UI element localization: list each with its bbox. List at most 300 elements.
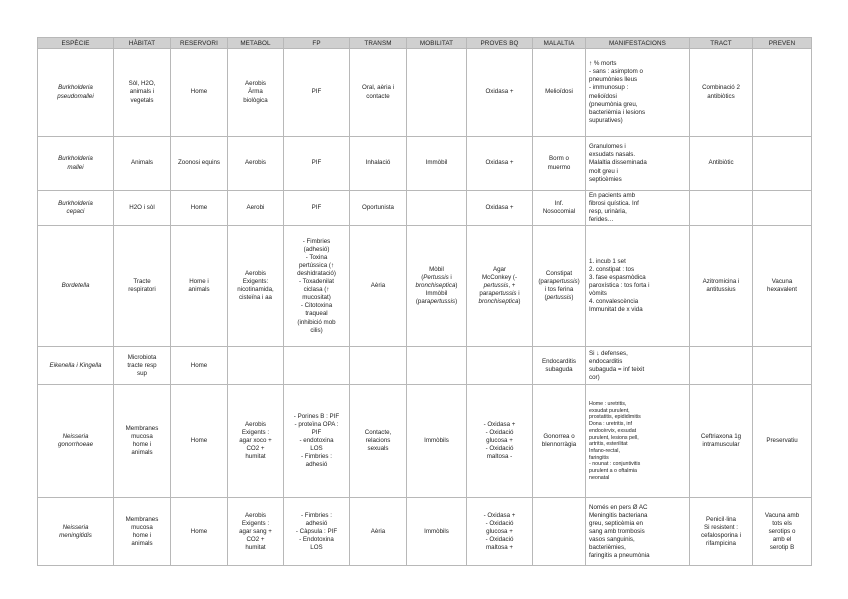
cell-metabol — [228, 49, 284, 137]
cell-line: deshidratació) — [297, 270, 336, 278]
cell-line: PIF — [311, 159, 322, 167]
cell-preven — [753, 385, 812, 498]
cell-line: neonatal — [589, 474, 610, 481]
cell-line: adhesió — [305, 519, 328, 527]
cell-line: intramuscular — [702, 441, 740, 449]
cell-line: pertussis, + — [483, 282, 516, 290]
cell-line: - nounat : conjuntivitis — [589, 461, 641, 468]
cell-line: Membranes — [125, 515, 159, 523]
cell-line: Oral, aèria i — [362, 84, 394, 92]
cell-line: Gonorrea o — [543, 433, 575, 441]
cell-reservori — [171, 226, 228, 347]
cell-line: Tracte — [133, 278, 151, 286]
table-row — [38, 347, 812, 385]
cell-line: humitat — [245, 453, 266, 461]
cell-line: animals — [188, 286, 210, 294]
cell-transm — [350, 49, 407, 137]
cell-tract — [690, 385, 753, 498]
cell-line: Home — [190, 204, 208, 212]
cell-transm — [350, 347, 407, 385]
cell-line: Membranes — [125, 425, 159, 433]
cell-line: Azitromicina i — [702, 278, 740, 286]
cell-line: LOS — [310, 445, 323, 453]
table-row — [38, 137, 812, 191]
cell-line: traqueal — [305, 310, 328, 318]
cell-line: 2. constipat : tos — [589, 266, 635, 274]
cell-line: Només en pers Ø AC — [589, 503, 648, 511]
cell-line: amb el — [772, 535, 792, 543]
cell-mobilitat — [407, 191, 467, 226]
col-header-tract: TRACT — [690, 38, 753, 49]
cell-line: ciclasa (↑ — [303, 286, 330, 294]
cell-line: 1. incub 1 set — [589, 258, 626, 266]
cell-line: Home — [190, 361, 208, 369]
cell-line: Inhalació — [365, 159, 391, 167]
cell-fp — [284, 498, 350, 566]
cell-line: Àrma — [248, 88, 263, 96]
cell-line: subaguda — [545, 365, 573, 373]
cell-line: Microbiota — [127, 353, 157, 361]
cell-proves — [467, 49, 533, 137]
cell-metabol — [228, 226, 284, 347]
cell-line: McConkey (- — [481, 274, 518, 282]
cell-line: cepaci — [66, 208, 85, 216]
cell-line: - Oxidació — [485, 519, 514, 527]
cell-line: ↑ % morts — [589, 60, 617, 68]
cell-line: faringitis — [589, 454, 609, 461]
cell-line: Endocarditis — [541, 357, 577, 365]
cell-reservori — [171, 498, 228, 566]
cell-metabol — [228, 498, 284, 566]
cell-line: PIF — [311, 88, 322, 96]
cell-line: adhesió — [305, 461, 328, 469]
cell-line: Agar — [492, 266, 507, 274]
cell-line: Aerobis — [245, 159, 266, 167]
cell-line: Neisseria — [62, 523, 89, 531]
cell-line: En pacients amb — [589, 192, 636, 199]
cell-line: (parapertussis) — [538, 278, 580, 286]
cell-line: Aèria — [370, 527, 386, 535]
cell-line: mucosa — [131, 523, 153, 531]
cell-line: subaguda = inf teixit — [589, 365, 645, 373]
cell-habitat — [114, 347, 171, 385]
cell-line: - sans : asimptom o — [589, 68, 643, 76]
cell-line: Dona : uretritis, inf — [589, 421, 632, 428]
cell-line: (inhibició mob — [297, 318, 336, 326]
cell-species — [38, 226, 114, 347]
cell-line: glucosa + — [486, 527, 513, 535]
cell-reservori — [171, 385, 228, 498]
cell-line: cefalosporina i — [701, 531, 741, 539]
cell-habitat — [114, 49, 171, 137]
cell-line: serotip B — [769, 543, 795, 551]
cell-line: endocarditis — [589, 357, 623, 365]
cell-tract — [690, 137, 753, 191]
cell-line: paroxística : tos forta i — [589, 282, 650, 290]
cell-proves — [467, 385, 533, 498]
table-row — [38, 385, 812, 498]
cell-line: Borm o — [549, 155, 569, 163]
cell-species — [38, 49, 114, 137]
cell-line: respiratori — [128, 286, 156, 294]
cell-metabol — [228, 347, 284, 385]
col-header-proves: PROVES BQ — [467, 38, 533, 49]
cell-line: - endotoxina — [299, 437, 334, 445]
cell-line: Si ↓ defenses, — [589, 349, 628, 357]
cell-line: sexuals — [367, 445, 389, 453]
cell-line: Immòbils — [424, 527, 449, 535]
cell-line: greu, septicèmia en — [589, 519, 643, 527]
cell-preven — [753, 137, 812, 191]
header-row — [38, 38, 812, 49]
cell-line: glucosa + — [486, 437, 513, 445]
cell-line: antitussius — [706, 286, 736, 294]
cell-line: Meningitis bacteriana — [589, 511, 648, 519]
col-header-mobilitat: MOBILITAT — [407, 38, 467, 49]
cell-line: Eikenella i Kingella — [49, 361, 102, 369]
cell-line: Immunitat de x vida — [589, 306, 643, 314]
cell-line: Antibiòtic — [708, 159, 734, 167]
cell-malaltia — [533, 137, 586, 191]
cell-transm — [350, 226, 407, 347]
cell-line: Vacuna amb — [764, 511, 800, 519]
cell-line: nicotinamida, — [237, 286, 274, 294]
cell-reservori — [171, 347, 228, 385]
cell-tract — [690, 347, 753, 385]
cell-line: home i — [132, 531, 152, 539]
cell-line: vasos sanguinis, — [589, 535, 635, 543]
cell-line: Aerobis — [245, 511, 266, 519]
cell-line: contacte — [366, 92, 390, 100]
cell-line: - Toxadenilat — [299, 278, 334, 286]
cell-line: Neisseria — [62, 433, 89, 441]
cell-line: Aerobis — [245, 80, 266, 88]
cell-line: Home : uretritis, — [589, 400, 627, 407]
cell-fp — [284, 347, 350, 385]
cell-proves — [467, 191, 533, 226]
cell-line: melioïdosi — [589, 92, 617, 100]
cell-fp — [284, 226, 350, 347]
cell-line: animals — [131, 449, 153, 457]
cell-habitat — [114, 191, 171, 226]
cell-line: CO2 + — [246, 445, 265, 453]
cell-line: (pneumònia greu, — [589, 100, 638, 108]
cell-line: bronchiseptica) — [478, 298, 521, 306]
cell-habitat — [114, 137, 171, 191]
cell-line: maltosa - — [486, 453, 513, 461]
cell-line: Immòbil — [425, 290, 448, 298]
cell-species — [38, 137, 114, 191]
cell-line: Malaltia disseminada — [589, 159, 647, 167]
cell-line: Home — [190, 437, 208, 445]
cell-line: CO2 + — [246, 535, 265, 543]
cell-line: Oxidasa + — [485, 88, 514, 96]
cell-line: parapertussis i — [479, 290, 520, 298]
cell-manifestacions — [586, 385, 690, 498]
cell-metabol — [228, 191, 284, 226]
cell-line: resp, urinària, — [589, 208, 627, 216]
cell-line: Sòl, H2O, — [128, 80, 156, 88]
cell-proves — [467, 226, 533, 347]
cell-line: Animals — [130, 159, 153, 167]
cell-line: cilis) — [310, 326, 323, 334]
cell-line: Oportunista — [362, 204, 394, 212]
cell-metabol — [228, 137, 284, 191]
cell-line: meningitidis — [59, 531, 92, 539]
cell-line: pneumònies lleus — [589, 76, 638, 84]
cell-line: 4. convalescència — [589, 298, 639, 306]
cell-line: relacions — [365, 437, 391, 445]
cell-fp — [284, 137, 350, 191]
cell-mobilitat — [407, 226, 467, 347]
cell-manifestacions — [586, 226, 690, 347]
cell-line: H2O i sòl — [129, 204, 155, 212]
taxonomy-table — [37, 37, 812, 566]
cell-line: LOS — [310, 543, 323, 551]
cell-proves — [467, 137, 533, 191]
cell-species — [38, 191, 114, 226]
cell-line: agar xoco + — [239, 437, 272, 445]
cell-line: exsudats nasals. — [589, 151, 636, 159]
cell-line: Granulomes i — [589, 143, 626, 151]
cell-fp — [284, 191, 350, 226]
cell-metabol — [228, 385, 284, 498]
cell-line: animals i — [129, 88, 155, 96]
cell-proves — [467, 347, 533, 385]
col-header-metabol: METABOL — [228, 38, 284, 49]
cell-line: Immòbil — [425, 159, 448, 167]
cell-transm — [350, 498, 407, 566]
cell-manifestacions — [586, 49, 690, 137]
cell-line: bronchiseptica) — [415, 282, 458, 290]
cell-line: Burkholderia — [58, 84, 93, 92]
cell-line: - Oxidació — [485, 445, 514, 453]
cell-line: blennorràgia — [541, 441, 577, 449]
cell-line: humitat — [245, 543, 266, 551]
table-row — [38, 191, 812, 226]
cell-line: mucosa — [131, 433, 153, 441]
cell-line: - Porines B : PIF — [293, 413, 340, 421]
cell-line: - Oxidació — [485, 429, 514, 437]
cell-line: prostatitis, epididimitis — [589, 414, 641, 421]
cell-line: Combinació 2 — [702, 84, 740, 92]
col-header-reservori: RESERVORI — [171, 38, 228, 49]
cell-fp — [284, 49, 350, 137]
cell-reservori — [171, 191, 228, 226]
table-row — [38, 498, 812, 566]
cell-line: rifampicina — [706, 539, 736, 547]
cell-line: cisteïna i aa — [238, 294, 273, 302]
cell-line: Inf. — [554, 200, 564, 208]
col-header-preven: PREVEN — [753, 38, 812, 49]
cell-malaltia — [533, 226, 586, 347]
cell-line: purulent, lesions pell, — [589, 434, 639, 441]
col-header-habitat: HÀBITAT — [114, 38, 171, 49]
col-header-manifestacions: MANIFESTACIONS — [586, 38, 690, 49]
cell-habitat — [114, 226, 171, 347]
cell-line: Immòbils — [424, 437, 449, 445]
cell-line: Burkholderia — [58, 200, 93, 208]
cell-line: Nosocomial — [542, 208, 576, 216]
col-header-fp: FP — [284, 38, 350, 49]
cell-line: 3. fase espasmòdica — [589, 274, 646, 282]
cell-line: Preservatiu — [766, 437, 798, 445]
cell-species — [38, 385, 114, 498]
cell-line: purulent a o oftalmia — [589, 468, 637, 475]
cell-reservori — [171, 137, 228, 191]
cell-line: Exigents: — [242, 278, 269, 286]
cell-manifestacions — [586, 498, 690, 566]
cell-manifestacions — [586, 137, 690, 191]
cell-line: Constipat — [545, 270, 573, 278]
cell-line: Aerobis — [245, 270, 266, 278]
cell-preven — [753, 226, 812, 347]
col-header-transm: TRANSM — [350, 38, 407, 49]
cell-line: - Oxidasa + — [483, 421, 516, 429]
cell-line: supuratives) — [589, 116, 623, 124]
cell-line: artritis, esterilitat — [589, 441, 628, 448]
cell-line: tracte resp — [127, 361, 157, 369]
cell-line: - Citotoxina — [300, 302, 333, 310]
cell-line: gonorrhoeae — [57, 441, 94, 449]
cell-line: home i — [132, 441, 152, 449]
cell-line: tots els — [772, 519, 792, 527]
cell-line: - Oxidació — [485, 535, 514, 543]
cell-manifestacions — [586, 191, 690, 226]
cell-line: bacterièmies, — [589, 543, 626, 551]
col-header-especie: ESPÈCIE — [38, 38, 114, 49]
cell-line: Ceftriaxona 1g — [700, 433, 742, 441]
cell-line: (Pertussis i — [421, 274, 452, 282]
cell-tract — [690, 191, 753, 226]
cell-line: vegetals — [130, 96, 154, 104]
cell-preven — [753, 49, 812, 137]
cell-mobilitat — [407, 49, 467, 137]
cell-line: - immunosup : — [589, 84, 629, 92]
cell-line: Exigents : — [241, 519, 270, 527]
cell-line: maltosa + — [486, 543, 513, 551]
cell-proves — [467, 498, 533, 566]
cell-preven — [753, 347, 812, 385]
col-header-malaltia: MALALTIA — [533, 38, 586, 49]
cell-line: mucositat) — [302, 294, 331, 302]
cell-mobilitat — [407, 347, 467, 385]
cell-line: - Toxina — [305, 254, 328, 261]
table-row — [38, 226, 812, 347]
cell-line: PIF — [311, 429, 322, 437]
cell-tract — [690, 498, 753, 566]
cell-line: Mòbil — [429, 266, 444, 274]
cell-malaltia — [533, 347, 586, 385]
cell-line: faringitis a pneumònia — [589, 551, 650, 559]
cell-line: - Fimbries — [302, 237, 331, 245]
cell-habitat — [114, 498, 171, 566]
cell-line: Home — [190, 527, 208, 535]
cell-malaltia — [533, 191, 586, 226]
cell-line: PIF — [311, 204, 322, 212]
cell-line: Vacuna — [771, 278, 793, 286]
cell-line: - proteïna OPA : — [294, 421, 339, 429]
cell-fp — [284, 385, 350, 498]
cell-line: hexavalent — [767, 286, 797, 294]
cell-line: pertússica (↑ — [298, 262, 335, 270]
cell-tract — [690, 49, 753, 137]
cell-line: - Oxidasa + — [483, 511, 516, 519]
cell-malaltia — [533, 49, 586, 137]
cell-line: Oxidasa + — [485, 159, 514, 167]
cell-line: antibiòtics — [707, 92, 735, 100]
cell-tract — [690, 226, 753, 347]
cell-species — [38, 347, 114, 385]
cell-line: Contacte, — [364, 429, 392, 437]
cell-transm — [350, 385, 407, 498]
cell-line: - Càpsula : PIF — [295, 527, 338, 535]
cell-reservori — [171, 49, 228, 137]
cell-line: Home — [190, 88, 208, 96]
cell-mobilitat — [407, 137, 467, 191]
cell-manifestacions — [586, 347, 690, 385]
cell-line: exsudat purulent, — [589, 407, 630, 414]
cell-malaltia — [533, 385, 586, 498]
cell-line: - Fimbries : — [301, 453, 332, 461]
cell-line: sup — [137, 369, 147, 377]
cell-line: pseudomallei — [57, 92, 94, 100]
cell-line: Melioïdosi — [545, 88, 573, 96]
cell-line: Bordetella — [61, 282, 90, 290]
cell-line: sang amb trombosis — [589, 527, 645, 535]
cell-line: Aerobis — [245, 421, 266, 429]
cell-line: bacterièmia i lesions — [589, 108, 646, 116]
cell-line: ferides… — [589, 216, 614, 224]
cell-line: Burkholderia — [58, 155, 93, 163]
cell-line: agar sang + — [239, 527, 272, 535]
cell-line: Oxidasa + — [485, 204, 514, 212]
cell-line: (adhesió) — [303, 245, 330, 253]
cell-mobilitat — [407, 385, 467, 498]
cell-line: Exigents : — [241, 429, 270, 437]
cell-line: Infano-rectal, — [589, 447, 620, 454]
cell-line: cor) — [589, 373, 600, 381]
cell-line: serotips o — [768, 527, 796, 535]
cell-line: animals — [131, 539, 153, 547]
cell-line: Home i — [189, 278, 209, 286]
cell-line: i tos ferina — [544, 286, 574, 294]
cell-line: Si resistent : — [703, 523, 739, 531]
cell-line: mallei — [67, 163, 84, 171]
table-row — [38, 49, 812, 137]
cell-habitat — [114, 385, 171, 498]
cell-transm — [350, 191, 407, 226]
cell-line: muermo — [547, 163, 571, 171]
cell-line: molt greu i — [589, 167, 618, 175]
cell-line: biològica — [243, 96, 268, 104]
cell-preven — [753, 498, 812, 566]
cell-line: (pertussis) — [544, 294, 574, 302]
cell-line: Aèria — [370, 282, 386, 290]
cell-species — [38, 498, 114, 566]
cell-line: Zoonosi equins — [178, 159, 220, 167]
cell-mobilitat — [407, 498, 467, 566]
cell-line: endocèrvix, exsudat — [589, 427, 637, 434]
cell-line: (parapertussis) — [415, 298, 458, 306]
cell-line: septicèmies — [589, 175, 622, 183]
cell-line: Aerobi — [246, 204, 265, 212]
cell-malaltia — [533, 498, 586, 566]
cell-line: - Endotoxina — [299, 535, 334, 543]
cell-transm — [350, 137, 407, 191]
cell-line: vòmits — [589, 290, 607, 298]
cell-line: - Fimbries : — [301, 511, 332, 519]
